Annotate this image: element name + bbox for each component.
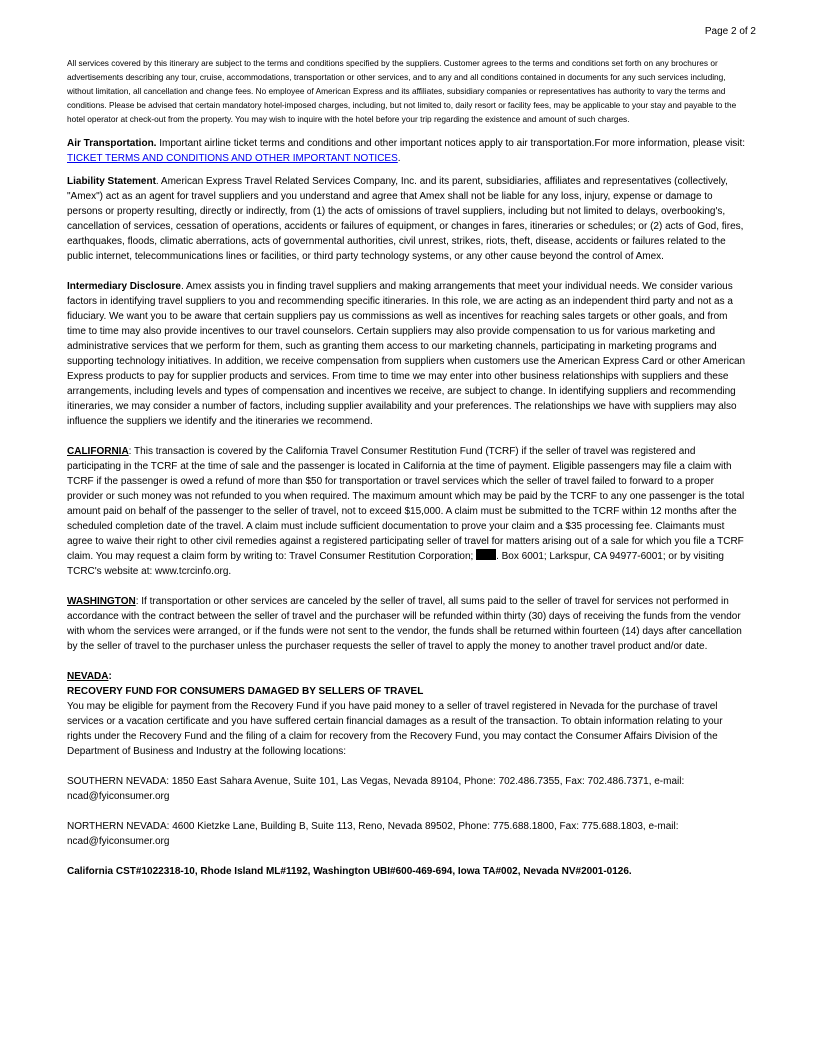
nevada-subheading: RECOVERY FUND FOR CONSUMERS DAMAGED BY SELLERS OF TRAVEL [67,686,424,697]
washington-paragraph [67,594,747,654]
liability-statement-paragraph [67,174,747,264]
southern-nevada-contact: SOUTHERN NEVADA: 1850 East Sahara Avenue, Suite 101, Las Vegas, Nevada 89104, Phone: 702.486.7355, Fax: 702.486.7371, e-mail: ncad@fyiconsumer.org [67,776,685,802]
ticket-terms-link[interactable]: TICKET TERMS AND CONDITIONS AND OTHER IMPORTANT NOTICES [67,153,398,164]
liability-statement-text: . American Express Travel Related Services Company, Inc. and its parent, subsidiaries, affiliates and representatives (collectively, "Amex") act as an agent for travel suppliers and you understand and agree that Amex shall not be liable for any loss, injury, expense or damage to persons or property resulting, directly or indirectly, from (1) the acts of omissions of travel suppliers, including but not limited to delays, overbooking's, cancellation of services, cessation of operations, accidents or failures of equipment, or changes in fares, itineraries or schedules; or (2) acts of God, fires, earthquakes, floods, climatic aberrations, acts of governmental authorities, civil unrest, strikes, riots, theft, disease, accidents or failures related to the public internet, telecommunications lines or facilities, or third party technology systems, or any other cause beyond the control of Amex. [67,176,744,262]
air-transportation-heading: Air Transportation. [67,138,157,149]
document-body [67,56,747,879]
intermediary-disclosure-text: . Amex assists you in finding travel suppliers and making arrangements that meet your individual needs. We consider various factors in identifying travel suppliers to you and recommending specific itineraries. In this role, we are acting as an independent third party and not as a fiduciary. We want you to be aware that certain suppliers pay us commissions as well as incentives for reaching sales targets or other goals, and from time to time may also provide incentives to our travel counselors. Certain suppliers may also provide compensation to us for various marketing and administrative services that we perform for them, such as granting them access to our marketing channels, participating in marketing programs and supporting technology initiatives. In addition, we receive compensation from suppliers when customers use the American Express Card or other American Express products to pay for supplier products and services. From time to time we may enter into other business relationships with suppliers and these arrangements, including levels and types of compensation and incentives we receive, are subject to change. In identifying suppliers and recommending itineraries, we may consider a number of factors, including supplier availability and your preferences. The relationships we have with suppliers may also influence the suppliers we identify and the itineraries we recommend. [67,281,746,427]
registration-numbers: California CST#1022318-10, Rhode Island ML#1192, Washington UBI#600-469-694, Iowa TA#002, Nevada NV#2001-0126. [67,866,632,877]
air-transportation-text: Important airline ticket terms and conditions and other important notices apply to air transportation.For more information, please visit: [156,138,746,149]
washington-text: : If transportation or other services are canceled by the seller of travel, all sums paid to the seller of travel for services not performed in accordance with the contract between the seller of travel and the purchaser will be refunded within thirty (30) days of receiving the funds from the vendor with whom the services were arranged, or if the funds were not sent to the vendor, the funds shall be returned within fourteen (14) days after cancellation by the seller of travel to the purchaser unless the purchaser requests the seller of travel to apply the money to another travel product and/or date. [67,596,742,652]
air-transportation-paragraph: Air Transportation. Important airline ticket terms and conditions and other important notices apply to air transportation.For more information, please visit: TICKET TERMS AND CONDITIONS AND OTHER IMPORTANT NOTICES. [67,138,746,164]
nevada-heading-line: NEVADA: [67,671,112,682]
redaction-box [476,549,496,560]
california-text: : This transaction is covered by the California Travel Consumer Restitution Fund (TCRF) if the seller of travel was registered and participating in the TCRF at the time of sale and the passenger is located in California at the time of payment. Eligible passengers may file a claim with TCRF if the passenger is owed a refund of more than $50 for transportation or travel services which the seller of travel failed to forward to a proper provider or such money was not refunded to you when required. The maximum amount which may be paid by the TCRF to any one passenger is the total amount paid on behalf of the passenger to the seller of travel, not to exceed $15,000. A claim must be submitted to the TCRF within 12 months after the scheduled completion date of the travel. A claim must include sufficient documentation to prove your claim and a $35 processing fee. Claimants must agree to waive their right to other civil remedies against a registered participating seller of travel for matters arising out of a sale for which you file a TCRF claim. You may request a claim form by writing to: Travel Consumer Restitution Corporation; [67,446,745,562]
intermediary-disclosure-paragraph [67,279,747,429]
nevada-text: You may be eligible for payment from the Recovery Fund if you have paid money to a seller of travel registered in Nevada for the purchase of travel services or a vacation certificate and you have suffered certain financial damages as a result of the transaction. To obtain information relating to your rights under the Recovery Fund and the filing of a claim for recovery from the Recovery Fund, you may contact the Consumer Affairs Division of the Department of Business and Industry at the following locations: [67,701,723,757]
california-text-after: . Box 6001; Larkspur, CA 94977-6001; or by visiting TCRC's website at: www.tcrcinfo.org. [67,551,724,577]
northern-nevada-contact: NORTHERN NEVADA: 4600 Kietzke Lane, Building B, Suite 113, Reno, Nevada 89502, Phone: 775.688.1800, Fax: 775.688.1803, e-mail: ncad@fyiconsumer.org [67,821,679,847]
california-paragraph [67,444,747,579]
page-number: Page 2 of 2 [704,26,756,37]
general-terms-paragraph: All services covered by this itinerary are subject to the terms and conditions specified by the suppliers. Customer agrees to the terms and conditions set forth on any brochures or advertisements describing any tour, cruise, accommodations, transportation or other services, and to any and all conditions contained in documents for any such services including, without limitation, all cancellation and change fees. No employee of American Express and its affiliates, subsidiary companies or representatives has authority to vary the terms and conditions. Please be advised that certain mandatory hotel-imposed charges, including, but not limited to, daily resort or facility fees, may be applicable to your stay and payable to the hotel operator at check-out from the property. You may wish to inquire with the hotel before your trip regarding the existence and amount of such charges. [67,58,737,124]
washington-heading: WASHINGTON [67,596,136,607]
intermediary-disclosure-heading: Intermediary Disclosure [67,281,181,292]
liability-statement-heading: Liability Statement [67,176,156,187]
california-heading: CALIFORNIA [67,446,129,457]
nevada-heading: NEVADA [67,671,109,682]
